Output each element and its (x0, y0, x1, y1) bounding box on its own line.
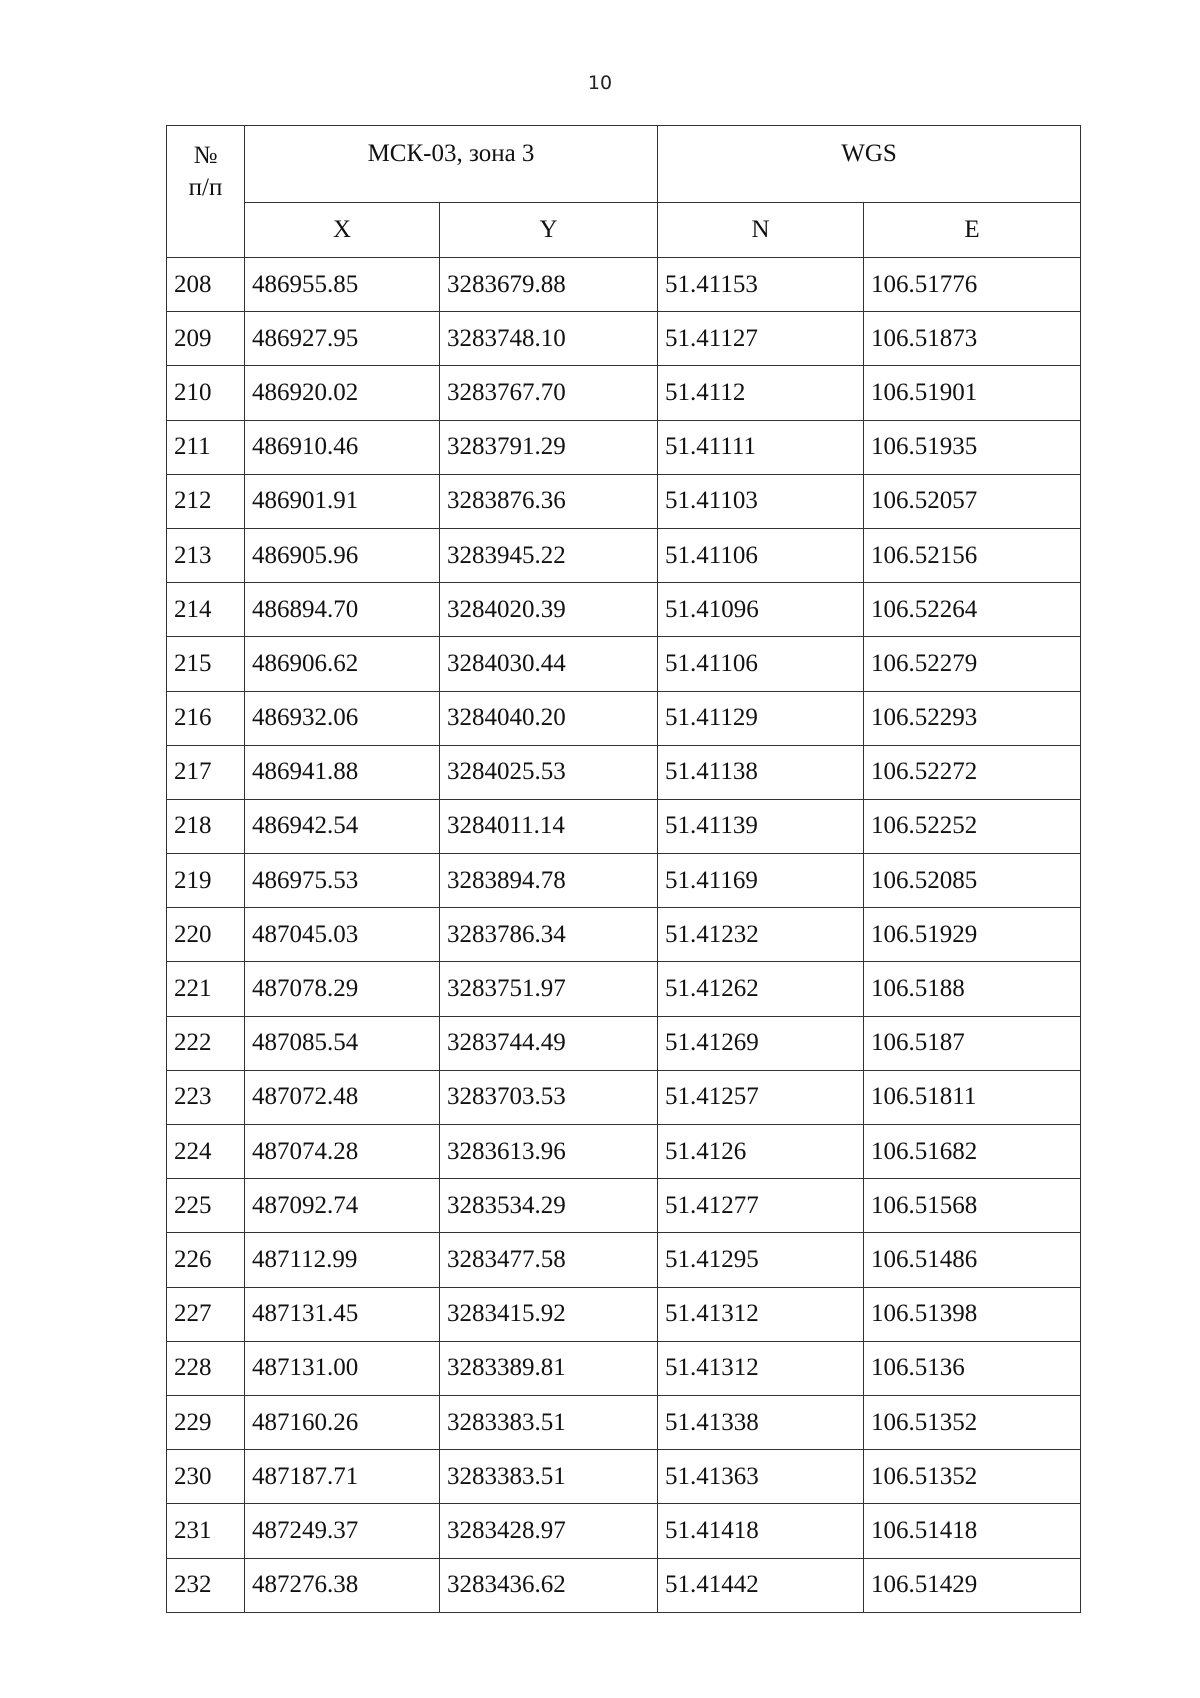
coordinates-table (166, 125, 1081, 1613)
x-cell: 486901.91 (245, 474, 440, 528)
x-cell: 487078.29 (245, 962, 440, 1016)
n-cell: 51.41442 (658, 1558, 864, 1612)
y-column-header: Y (440, 203, 658, 258)
y-cell: 3284025.53 (440, 745, 658, 799)
x-cell: 487112.99 (245, 1233, 440, 1287)
y-cell: 3283786.34 (440, 908, 658, 962)
table-row (167, 854, 1081, 908)
table-row (167, 1016, 1081, 1070)
x-cell: 486894.70 (245, 583, 440, 637)
table-row (167, 1179, 1081, 1233)
n-cell: 51.41277 (658, 1179, 864, 1233)
point-number-cell: 222 (167, 1016, 245, 1070)
table-row (167, 420, 1081, 474)
point-number-cell: 216 (167, 691, 245, 745)
e-cell: 106.52252 (864, 799, 1081, 853)
table-row (167, 366, 1081, 420)
point-number-cell: 218 (167, 799, 245, 853)
e-cell: 106.52264 (864, 583, 1081, 637)
y-cell: 3284020.39 (440, 583, 658, 637)
number-sign: № (193, 142, 218, 169)
table-row (167, 1287, 1081, 1341)
page-number: 10 (587, 72, 613, 94)
x-cell: 486920.02 (245, 366, 440, 420)
n-cell: 51.41111 (658, 420, 864, 474)
n-cell: 51.4112 (658, 366, 864, 420)
table-subheader-row (167, 203, 1081, 258)
y-cell: 3283945.22 (440, 528, 658, 582)
n-cell: 51.41096 (658, 583, 864, 637)
x-cell: 487131.45 (245, 1287, 440, 1341)
e-cell: 106.51811 (864, 1070, 1081, 1124)
point-number-cell: 223 (167, 1070, 245, 1124)
n-cell: 51.41312 (658, 1341, 864, 1395)
point-number-cell: 224 (167, 1125, 245, 1179)
point-number-cell: 211 (167, 420, 245, 474)
y-cell: 3283436.62 (440, 1558, 658, 1612)
e-cell: 106.51935 (864, 420, 1081, 474)
n-cell: 51.41312 (658, 1287, 864, 1341)
e-cell: 106.52272 (864, 745, 1081, 799)
e-cell: 106.51418 (864, 1504, 1081, 1558)
n-cell: 51.41129 (658, 691, 864, 745)
y-cell: 3283791.29 (440, 420, 658, 474)
table-row (167, 799, 1081, 853)
point-number-cell: 215 (167, 637, 245, 691)
y-cell: 3283477.58 (440, 1233, 658, 1287)
e-cell: 106.51929 (864, 908, 1081, 962)
n-cell: 51.41418 (658, 1504, 864, 1558)
point-number-cell: 220 (167, 908, 245, 962)
y-cell: 3284040.20 (440, 691, 658, 745)
y-cell: 3283389.81 (440, 1341, 658, 1395)
x-cell: 487249.37 (245, 1504, 440, 1558)
x-cell: 487131.00 (245, 1341, 440, 1395)
x-cell: 487074.28 (245, 1125, 440, 1179)
y-cell: 3283894.78 (440, 854, 658, 908)
e-cell: 106.5187 (864, 1016, 1081, 1070)
x-cell: 486942.54 (245, 799, 440, 853)
point-number-cell: 209 (167, 312, 245, 366)
table-row (167, 962, 1081, 1016)
n-cell: 51.41295 (658, 1233, 864, 1287)
point-number-cell: 227 (167, 1287, 245, 1341)
table-row (167, 637, 1081, 691)
n-cell: 51.41338 (658, 1395, 864, 1449)
table-row (167, 745, 1081, 799)
point-number-cell: 217 (167, 745, 245, 799)
e-cell: 106.51429 (864, 1558, 1081, 1612)
e-cell: 106.51682 (864, 1125, 1081, 1179)
x-cell: 487085.54 (245, 1016, 440, 1070)
point-number-cell: 210 (167, 366, 245, 420)
table-row (167, 1504, 1081, 1558)
table-row (167, 583, 1081, 637)
point-number-cell: 230 (167, 1450, 245, 1504)
table-row (167, 1558, 1081, 1612)
point-number-cell: 212 (167, 474, 245, 528)
table-row (167, 908, 1081, 962)
e-cell: 106.52085 (864, 854, 1081, 908)
y-cell: 3283744.49 (440, 1016, 658, 1070)
table-header-row (167, 126, 1081, 203)
table-row (167, 312, 1081, 366)
e-cell: 106.51486 (864, 1233, 1081, 1287)
e-cell: 106.52293 (864, 691, 1081, 745)
y-cell: 3283534.29 (440, 1179, 658, 1233)
point-number-cell: 214 (167, 583, 245, 637)
n-cell: 51.41257 (658, 1070, 864, 1124)
e-cell: 106.52156 (864, 528, 1081, 582)
y-cell: 3283703.53 (440, 1070, 658, 1124)
n-cell: 51.41106 (658, 637, 864, 691)
x-cell: 486906.62 (245, 637, 440, 691)
e-cell: 106.52057 (864, 474, 1081, 528)
x-column-header: X (245, 203, 440, 258)
x-cell: 487045.03 (245, 908, 440, 962)
table-row (167, 1070, 1081, 1124)
x-cell: 486910.46 (245, 420, 440, 474)
point-number-cell: 225 (167, 1179, 245, 1233)
x-cell: 487187.71 (245, 1450, 440, 1504)
e-cell: 106.51776 (864, 258, 1081, 312)
y-cell: 3283751.97 (440, 962, 658, 1016)
point-number-cell: 208 (167, 258, 245, 312)
n-cell: 51.41262 (658, 962, 864, 1016)
table-row (167, 1341, 1081, 1395)
table-row (167, 474, 1081, 528)
n-column-header: N (658, 203, 864, 258)
y-cell: 3283383.51 (440, 1450, 658, 1504)
msk-header: МСК-03, зона 3 (245, 126, 658, 203)
n-cell: 51.41153 (658, 258, 864, 312)
y-cell: 3283383.51 (440, 1395, 658, 1449)
table-row (167, 1233, 1081, 1287)
e-cell: 106.51352 (864, 1395, 1081, 1449)
number-column-header (167, 126, 245, 258)
table-row (167, 258, 1081, 312)
table-row (167, 691, 1081, 745)
y-cell: 3283876.36 (440, 474, 658, 528)
e-cell: 106.51901 (864, 366, 1081, 420)
y-cell: 3284011.14 (440, 799, 658, 853)
n-cell: 51.4126 (658, 1125, 864, 1179)
x-cell: 487072.48 (245, 1070, 440, 1124)
e-cell: 106.51568 (864, 1179, 1081, 1233)
y-cell: 3283613.96 (440, 1125, 658, 1179)
table-row (167, 1125, 1081, 1179)
table-row (167, 1450, 1081, 1504)
e-column-header: E (864, 203, 1081, 258)
x-cell: 487160.26 (245, 1395, 440, 1449)
e-cell: 106.5188 (864, 962, 1081, 1016)
n-cell: 51.41103 (658, 474, 864, 528)
e-cell: 106.52279 (864, 637, 1081, 691)
y-cell: 3283748.10 (440, 312, 658, 366)
n-cell: 51.41127 (658, 312, 864, 366)
x-cell: 486955.85 (245, 258, 440, 312)
e-cell: 106.51352 (864, 1450, 1081, 1504)
n-cell: 51.41363 (658, 1450, 864, 1504)
point-number-cell: 228 (167, 1341, 245, 1395)
point-number-cell: 213 (167, 528, 245, 582)
n-cell: 51.41138 (658, 745, 864, 799)
e-cell: 106.51398 (864, 1287, 1081, 1341)
n-cell: 51.41232 (658, 908, 864, 962)
n-cell: 51.41106 (658, 528, 864, 582)
wgs-header: WGS (658, 126, 1081, 203)
y-cell: 3284030.44 (440, 637, 658, 691)
point-number-cell: 226 (167, 1233, 245, 1287)
point-number-cell: 232 (167, 1558, 245, 1612)
e-cell: 106.5136 (864, 1341, 1081, 1395)
x-cell: 486975.53 (245, 854, 440, 908)
x-cell: 486941.88 (245, 745, 440, 799)
x-cell: 487276.38 (245, 1558, 440, 1612)
n-cell: 51.41269 (658, 1016, 864, 1070)
e-cell: 106.51873 (864, 312, 1081, 366)
x-cell: 487092.74 (245, 1179, 440, 1233)
table-row (167, 528, 1081, 582)
pp-abbreviation: п/п (188, 174, 223, 201)
y-cell: 3283679.88 (440, 258, 658, 312)
table-row (167, 1395, 1081, 1449)
x-cell: 486905.96 (245, 528, 440, 582)
point-number-cell: 221 (167, 962, 245, 1016)
table-body (167, 258, 1081, 1613)
y-cell: 3283415.92 (440, 1287, 658, 1341)
n-cell: 51.41169 (658, 854, 864, 908)
point-number-cell: 219 (167, 854, 245, 908)
x-cell: 486932.06 (245, 691, 440, 745)
y-cell: 3283767.70 (440, 366, 658, 420)
n-cell: 51.41139 (658, 799, 864, 853)
x-cell: 486927.95 (245, 312, 440, 366)
point-number-cell: 231 (167, 1504, 245, 1558)
point-number-cell: 229 (167, 1395, 245, 1449)
y-cell: 3283428.97 (440, 1504, 658, 1558)
